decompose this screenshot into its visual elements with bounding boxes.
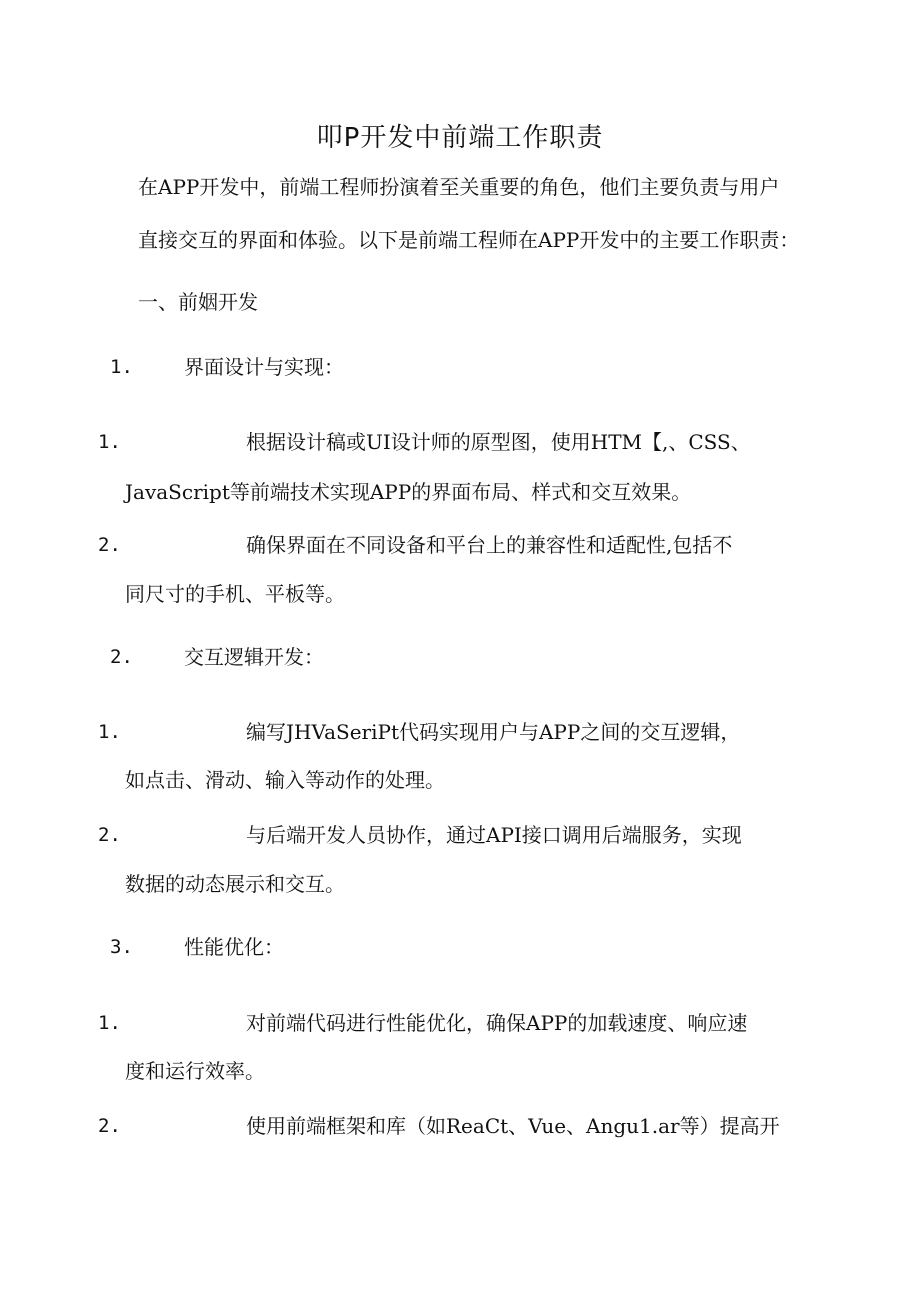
- intro-line-2: 直接交互的界面和体验。以下是前端工程师在APP开发中的主要工作职责：: [138, 228, 800, 252]
- item-line-1: 根据设计稿或UI设计师的原型图，使用HTM【,、CSS、: [246, 430, 751, 454]
- item-line-2: 数据的动态展示和交互。: [125, 872, 345, 896]
- item-line-1: 编写JHVaSeriPt代码实现用户与APP之间的交互逻辑，: [246, 720, 741, 744]
- item-line-1: 与后端开发人员协作，通过API接口调用后端服务，实现: [246, 823, 742, 847]
- item-number: 2.: [98, 1115, 121, 1137]
- intro-line-1: 在APP开发中，前端工程师扮演着至关重要的角色，他们主要负责与用户: [138, 175, 780, 199]
- item-line-1: 使用前端框架和库（如ReaCt、Vue、Angu1.ar等）提高开: [246, 1114, 780, 1138]
- subsection-number: 1.: [110, 356, 133, 378]
- subsection-number: 2.: [110, 646, 133, 668]
- page-title: 叩P开发中前端工作职责: [316, 123, 604, 153]
- subsection-heading: 性能优化：: [184, 935, 284, 959]
- item-line-2: 度和运行效率。: [125, 1059, 265, 1083]
- item-line-2: 同尺寸的手机、平板等。: [125, 582, 345, 606]
- subsection-heading: 界面设计与实现：: [184, 355, 344, 379]
- item-number: 2.: [98, 534, 121, 556]
- item-number: 1.: [98, 721, 121, 743]
- item-line-2: 如点击、滑动、输入等动作的处理。: [125, 768, 445, 792]
- item-line-1: 对前端代码进行性能优化，确保APP的加载速度、响应速: [246, 1011, 748, 1035]
- subsection-heading: 交互逻辑开发：: [184, 645, 324, 669]
- item-number: 2.: [98, 824, 121, 846]
- item-number: 1.: [98, 431, 121, 453]
- item-line-2: JavaScript等前端技术实现APP的界面布局、样式和交互效果。: [125, 480, 692, 504]
- item-number: 1.: [98, 1012, 121, 1034]
- subsection-number: 3.: [110, 936, 133, 958]
- section-heading: 一、前姻开发: [138, 290, 258, 314]
- item-line-1: 确保界面在不同设备和平台上的兼容性和适配性,包括不: [246, 533, 733, 557]
